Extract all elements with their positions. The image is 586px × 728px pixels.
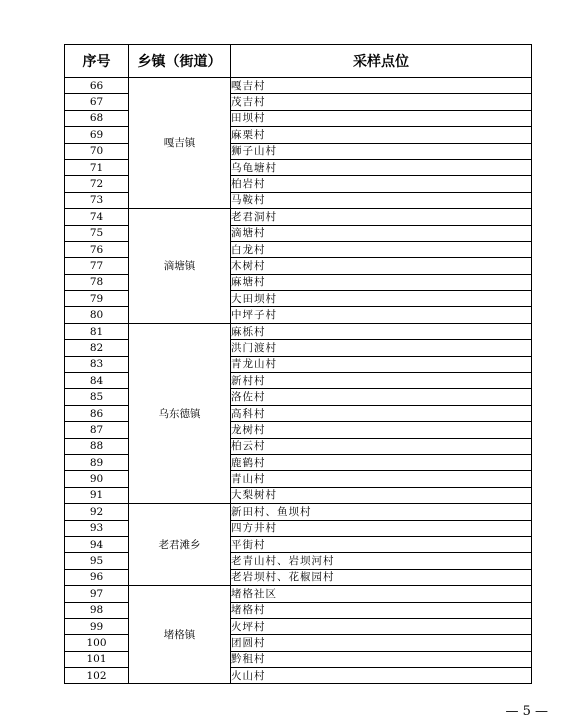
row-number: 76: [65, 241, 129, 257]
row-number: 93: [65, 520, 129, 536]
site-cell: 柏岩村: [231, 176, 532, 192]
site-cell: 洛佐村: [231, 389, 532, 405]
row-number: 98: [65, 602, 129, 618]
row-number: 97: [65, 586, 129, 602]
table-body: [65, 78, 532, 684]
row-number: 77: [65, 258, 129, 274]
site-cell: 青山村: [231, 471, 532, 487]
header-town: 乡镇（街道）: [129, 45, 231, 78]
row-number: 80: [65, 307, 129, 323]
row-number: 74: [65, 209, 129, 225]
row-number: 91: [65, 487, 129, 503]
site-cell: 麻栗村: [231, 127, 532, 143]
row-number: 96: [65, 569, 129, 585]
page-number: — 5 —: [505, 704, 548, 719]
table-row: [65, 586, 532, 602]
site-cell: 大梨树村: [231, 487, 532, 503]
table-row: [65, 504, 532, 520]
row-number: 79: [65, 291, 129, 307]
row-number: 73: [65, 192, 129, 208]
row-number: 92: [65, 504, 129, 520]
town-cell: 滴塘镇: [129, 209, 231, 324]
row-number: 99: [65, 618, 129, 634]
row-number: 69: [65, 127, 129, 143]
row-number: 100: [65, 635, 129, 651]
site-cell: 麻栎村: [231, 323, 532, 339]
site-cell: 麻塘村: [231, 274, 532, 290]
site-cell: 四方井村: [231, 520, 532, 536]
site-cell: 茂吉村: [231, 94, 532, 110]
table-row: [65, 209, 532, 225]
sampling-sites-table: [64, 44, 532, 684]
site-cell: 龙树村: [231, 422, 532, 438]
site-cell: 高科村: [231, 405, 532, 421]
site-cell: 狮子山村: [231, 143, 532, 159]
row-number: 83: [65, 356, 129, 372]
row-number: 66: [65, 78, 129, 94]
row-number: 86: [65, 405, 129, 421]
site-cell: 鹿鹤村: [231, 454, 532, 470]
town-cell: 堵格镇: [129, 586, 231, 684]
row-number: 84: [65, 373, 129, 389]
site-cell: 木树村: [231, 258, 532, 274]
town-cell: 嘎吉镇: [129, 78, 231, 209]
row-number: 101: [65, 651, 129, 667]
row-number: 68: [65, 110, 129, 126]
site-cell: 大田坝村: [231, 291, 532, 307]
site-cell: 老岩坝村、花椒园村: [231, 569, 532, 585]
row-number: 78: [65, 274, 129, 290]
site-cell: 青龙山村: [231, 356, 532, 372]
table-row: [65, 78, 532, 94]
row-number: 82: [65, 340, 129, 356]
row-number: 88: [65, 438, 129, 454]
row-number: 94: [65, 536, 129, 552]
row-number: 70: [65, 143, 129, 159]
town-cell: 老君滩乡: [129, 504, 231, 586]
row-number: 90: [65, 471, 129, 487]
row-number: 87: [65, 422, 129, 438]
site-cell: 火坪村: [231, 618, 532, 634]
row-number: 95: [65, 553, 129, 569]
site-cell: 洪门渡村: [231, 340, 532, 356]
site-cell: 老君洞村: [231, 209, 532, 225]
table-row: [65, 323, 532, 339]
row-number: 72: [65, 176, 129, 192]
site-cell: 中坪子村: [231, 307, 532, 323]
site-cell: 火山村: [231, 668, 532, 684]
row-number: 71: [65, 159, 129, 175]
site-cell: 团圆村: [231, 635, 532, 651]
row-number: 85: [65, 389, 129, 405]
row-number: 102: [65, 668, 129, 684]
site-cell: 乌龟塘村: [231, 159, 532, 175]
table-header-row: [65, 45, 532, 78]
site-cell: 白龙村: [231, 241, 532, 257]
header-number: 序号: [65, 45, 129, 78]
site-cell: 新村村: [231, 373, 532, 389]
site-cell: 堵格村: [231, 602, 532, 618]
site-cell: 柏云村: [231, 438, 532, 454]
row-number: 89: [65, 454, 129, 470]
header-site: 采样点位: [231, 45, 532, 78]
row-number: 75: [65, 225, 129, 241]
site-cell: 马鞍村: [231, 192, 532, 208]
site-cell: 平街村: [231, 536, 532, 552]
row-number: 67: [65, 94, 129, 110]
site-cell: 新田村、鱼坝村: [231, 504, 532, 520]
town-cell: 乌东德镇: [129, 323, 231, 503]
site-cell: 堵格社区: [231, 586, 532, 602]
site-cell: 嘎吉村: [231, 78, 532, 94]
site-cell: 黔租村: [231, 651, 532, 667]
site-cell: 田坝村: [231, 110, 532, 126]
site-cell: 老青山村、岩坝河村: [231, 553, 532, 569]
site-cell: 滴塘村: [231, 225, 532, 241]
row-number: 81: [65, 323, 129, 339]
